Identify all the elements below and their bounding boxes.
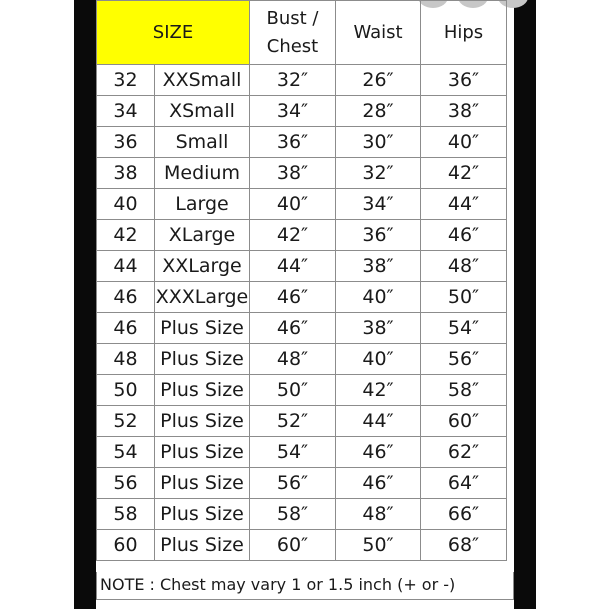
right-frame-bar — [514, 0, 536, 609]
table-row — [97, 251, 507, 282]
left-frame-bar — [74, 0, 96, 609]
size-name-cell: Plus Size — [155, 499, 250, 530]
table-row — [97, 127, 507, 158]
hips-value-cell: 68″ — [421, 530, 507, 561]
size-number-cell: 40 — [97, 189, 155, 220]
hips-value-cell: 42″ — [421, 158, 507, 189]
table-row — [97, 220, 507, 251]
hips-value-cell: 50″ — [421, 282, 507, 313]
size-name-cell: XSmall — [155, 96, 250, 127]
hips-value-cell: 56″ — [421, 344, 507, 375]
size-number-cell: 52 — [97, 406, 155, 437]
waist-value-cell: 32″ — [336, 158, 421, 189]
size-number-cell: 60 — [97, 530, 155, 561]
table-row — [97, 344, 507, 375]
size-name-cell: XLarge — [155, 220, 250, 251]
size-name-cell: Large — [155, 189, 250, 220]
size-number-cell: 36 — [97, 127, 155, 158]
size-number-cell: 56 — [97, 468, 155, 499]
size-name-cell: Plus Size — [155, 437, 250, 468]
note-text: NOTE : Chest may vary 1 or 1.5 inch (+ or -) — [96, 572, 514, 600]
waist-value-cell: 26″ — [336, 65, 421, 96]
waist-header-cell: Waist — [336, 1, 421, 65]
table-row — [97, 437, 507, 468]
waist-value-cell: 50″ — [336, 530, 421, 561]
table-row — [97, 406, 507, 437]
waist-value-cell: 42″ — [336, 375, 421, 406]
waist-value-cell: 46″ — [336, 437, 421, 468]
size-name-cell: Medium — [155, 158, 250, 189]
bust-value-cell: 48″ — [250, 344, 336, 375]
bust-value-cell: 46″ — [250, 282, 336, 313]
waist-value-cell: 44″ — [336, 406, 421, 437]
hips-value-cell: 38″ — [421, 96, 507, 127]
size-name-cell: Plus Size — [155, 530, 250, 561]
waist-value-cell: 38″ — [336, 313, 421, 344]
size-number-cell: 54 — [97, 437, 155, 468]
hips-header-cell: Hips — [421, 1, 507, 65]
bust-value-cell: 50″ — [250, 375, 336, 406]
bust-value-cell: 34″ — [250, 96, 336, 127]
table-row — [97, 499, 507, 530]
size-name-cell: Plus Size — [155, 468, 250, 499]
table-row — [97, 189, 507, 220]
bust-value-cell: 36″ — [250, 127, 336, 158]
hips-value-cell: 36″ — [421, 65, 507, 96]
hips-value-cell: 66″ — [421, 499, 507, 530]
size-name-cell: XXLarge — [155, 251, 250, 282]
bust-value-cell: 52″ — [250, 406, 336, 437]
size-name-cell: Plus Size — [155, 375, 250, 406]
size-number-cell: 46 — [97, 282, 155, 313]
waist-value-cell: 40″ — [336, 344, 421, 375]
bust-value-cell: 46″ — [250, 313, 336, 344]
bust-value-cell: 60″ — [250, 530, 336, 561]
hips-value-cell: 60″ — [421, 406, 507, 437]
size-number-cell: 34 — [97, 96, 155, 127]
bust-value-cell: 56″ — [250, 468, 336, 499]
table-row — [97, 158, 507, 189]
table-row — [97, 468, 507, 499]
waist-value-cell: 36″ — [336, 220, 421, 251]
size-name-cell: Small — [155, 127, 250, 158]
hips-value-cell: 46″ — [421, 220, 507, 251]
size-name-cell: XXXLarge — [155, 282, 250, 313]
bust-chest-header-cell — [250, 1, 336, 65]
hips-value-cell: 44″ — [421, 189, 507, 220]
size-name-cell: Plus Size — [155, 406, 250, 437]
size-name-cell: XXSmall — [155, 65, 250, 96]
hips-value-cell: 64″ — [421, 468, 507, 499]
bust-value-cell: 58″ — [250, 499, 336, 530]
page-background-right — [536, 0, 609, 609]
waist-value-cell: 40″ — [336, 282, 421, 313]
waist-value-cell: 48″ — [336, 499, 421, 530]
hips-value-cell: 48″ — [421, 251, 507, 282]
size-number-cell: 38 — [97, 158, 155, 189]
size-number-cell: 46 — [97, 313, 155, 344]
hips-value-cell: 58″ — [421, 375, 507, 406]
size-number-cell: 32 — [97, 65, 155, 96]
size-number-cell: 44 — [97, 251, 155, 282]
table-row — [97, 65, 507, 96]
waist-value-cell: 46″ — [336, 468, 421, 499]
table-row — [97, 96, 507, 127]
table-row — [97, 313, 507, 344]
size-number-cell: 42 — [97, 220, 155, 251]
bust-value-cell: 44″ — [250, 251, 336, 282]
bust-header-line: Bust / — [266, 7, 319, 29]
hips-value-cell: 40″ — [421, 127, 507, 158]
bust-value-cell: 42″ — [250, 220, 336, 251]
size-chart-table — [96, 0, 507, 561]
bust-value-cell: 40″ — [250, 189, 336, 220]
size-number-cell: 50 — [97, 375, 155, 406]
table-row — [97, 530, 507, 561]
page-background-left — [0, 0, 74, 609]
size-name-cell: Plus Size — [155, 344, 250, 375]
table-row — [97, 375, 507, 406]
hips-value-cell: 54″ — [421, 313, 507, 344]
table-row — [97, 282, 507, 313]
waist-value-cell: 30″ — [336, 127, 421, 158]
size-header-cell: SIZE — [97, 1, 250, 65]
size-name-cell: Plus Size — [155, 313, 250, 344]
waist-value-cell: 28″ — [336, 96, 421, 127]
waist-value-cell: 34″ — [336, 189, 421, 220]
waist-value-cell: 38″ — [336, 251, 421, 282]
header-row — [97, 1, 507, 65]
chest-header-line: Chest — [266, 35, 319, 57]
bust-value-cell: 38″ — [250, 158, 336, 189]
bust-value-cell: 32″ — [250, 65, 336, 96]
size-number-cell: 48 — [97, 344, 155, 375]
hips-value-cell: 62″ — [421, 437, 507, 468]
bust-value-cell: 54″ — [250, 437, 336, 468]
size-number-cell: 58 — [97, 499, 155, 530]
